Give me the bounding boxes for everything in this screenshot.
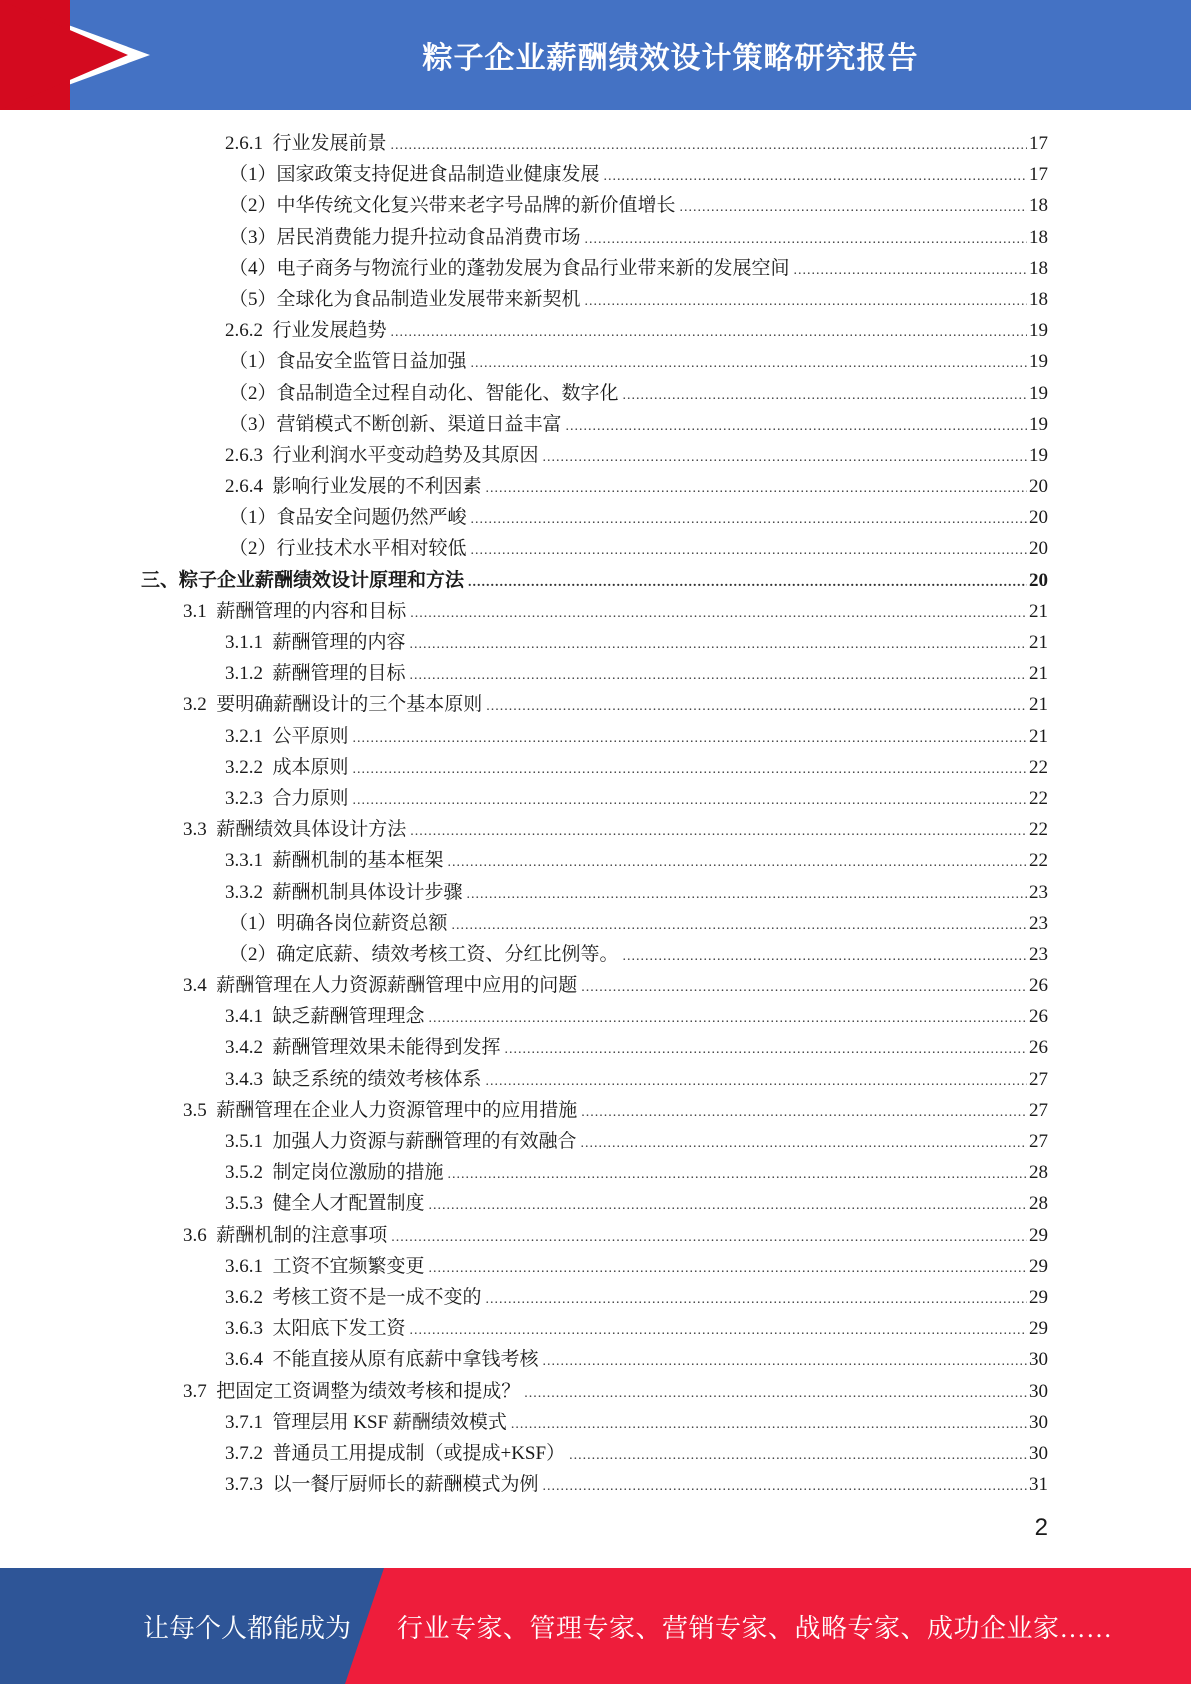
toc-entry[interactable] — [225, 1251, 1048, 1282]
toc-entry[interactable] — [183, 814, 1048, 845]
toc-entry-label: 3.6.4 不能直接从原有底薪中拿钱考核 — [225, 1349, 539, 1371]
toc-entry[interactable] — [225, 721, 1048, 752]
toc-leader-dots — [353, 723, 1027, 754]
toc-entry-page: 19 — [1029, 413, 1048, 435]
toc-entry-label: 3.5.2 制定岗位激励的措施 — [225, 1162, 444, 1184]
toc-entry-label: （3）居民消费能力提升拉动食品消费市场 — [229, 226, 581, 248]
toc-entry[interactable] — [225, 1032, 1048, 1063]
toc-leader-dots — [468, 567, 1027, 598]
toc-leader-dots — [429, 1253, 1027, 1284]
toc-leader-dots — [448, 847, 1027, 878]
toc-leader-dots — [794, 255, 1027, 286]
toc-leader-dots — [585, 224, 1027, 255]
toc-entry-label: 3.4 薪酬管理在人力资源薪酬管理中应用的问题 — [183, 975, 578, 997]
toc-entry-label: 3.2.1 公平原则 — [225, 725, 349, 747]
toc-entry[interactable] — [229, 222, 1048, 253]
toc-entry-page: 27 — [1029, 1068, 1048, 1090]
toc-entry-label: 3.7.2 普通员工用提成制（或提成+KSF） — [225, 1442, 566, 1464]
toc-entry[interactable] — [229, 533, 1048, 564]
toc-entry-label: 3.5.1 加强人力资源与薪酬管理的有效融合 — [225, 1131, 577, 1152]
toc-entry-page: 18 — [1029, 257, 1048, 279]
toc-entry-label: 3.6.1 工资不宜频繁变更 — [225, 1255, 425, 1277]
toc-entry[interactable] — [225, 1282, 1048, 1313]
toc-leader-dots — [604, 161, 1027, 192]
toc-entry-page: 19 — [1029, 351, 1048, 373]
toc-entry[interactable] — [225, 752, 1048, 783]
toc-leader-dots — [505, 1034, 1027, 1065]
toc-entry[interactable] — [229, 939, 1048, 970]
toc-entry[interactable] — [229, 346, 1048, 377]
toc-entry[interactable] — [141, 565, 1048, 596]
toc-leader-dots — [410, 598, 1027, 629]
toc-entry-page: 19 — [1029, 444, 1048, 466]
toc-leader-dots — [410, 1315, 1027, 1346]
toc-leader-dots — [448, 1159, 1027, 1190]
toc-entry-label: 2.6.2 行业发展趋势 — [225, 320, 387, 342]
toc-entry[interactable] — [225, 1188, 1048, 1219]
document-title: 粽子企业薪酬绩效设计策略研究报告 — [422, 41, 919, 76]
toc-entry[interactable] — [225, 1126, 1048, 1157]
toc-entry-label: 3.2.3 合力原则 — [225, 787, 349, 809]
toc-entry-page: 22 — [1029, 787, 1048, 809]
toc-entry-label: 2.6.3 行业利润水平变动趋势及其原因 — [225, 444, 539, 466]
toc-leader-dots — [524, 1378, 1027, 1409]
toc-entry[interactable] — [225, 1438, 1048, 1469]
toc-entry-page: 23 — [1029, 881, 1048, 903]
toc-entry[interactable] — [183, 1095, 1048, 1126]
toc-entry-label: （2）行业技术水平相对较低 — [229, 538, 467, 560]
toc-entry-page: 29 — [1029, 1255, 1048, 1277]
page-header — [0, 0, 1191, 110]
toc-entry[interactable] — [229, 502, 1048, 533]
toc-entry-label: 3.1.2 薪酬管理的目标 — [225, 663, 406, 685]
header-red-chevron — [0, 0, 128, 110]
toc-entry-page: 28 — [1029, 1162, 1048, 1184]
toc-leader-dots — [680, 192, 1027, 223]
toc-entry-page: 21 — [1029, 600, 1048, 622]
toc-entry-page: 20 — [1029, 538, 1048, 560]
toc-entry[interactable] — [225, 1157, 1048, 1188]
toc-entry-label: 三、粽子企业薪酬绩效设计原理和方法 — [141, 569, 465, 591]
toc-entry[interactable] — [183, 1376, 1048, 1407]
toc-leader-dots — [486, 1284, 1027, 1315]
toc-entry[interactable] — [225, 1001, 1048, 1032]
toc-entry-label: 3.1 薪酬管理的内容和目标 — [183, 600, 407, 622]
toc-entry-page: 21 — [1029, 725, 1048, 747]
toc-leader-dots — [429, 1190, 1027, 1221]
toc-entry-page: 26 — [1029, 1006, 1048, 1028]
toc-entry-label: （1）国家政策支持促进食品制造业健康发展 — [229, 164, 600, 186]
toc-entry-label: （2）食品制造全过程自动化、智能化、数字化 — [229, 382, 619, 404]
toc-entry-label: （3）营销模式不断创新、渠道日益丰富 — [229, 413, 562, 435]
toc-entry[interactable] — [225, 658, 1048, 689]
toc-entry[interactable] — [225, 1064, 1048, 1095]
toc-leader-dots — [467, 879, 1027, 910]
toc-entry[interactable] — [225, 1469, 1048, 1500]
toc-entry-label: 3.6.3 太阳底下发工资 — [225, 1318, 406, 1340]
toc-entry-page: 23 — [1029, 943, 1048, 965]
toc-leader-dots — [569, 1440, 1027, 1471]
toc-leader-dots — [410, 629, 1027, 660]
toc-leader-dots — [623, 941, 1027, 972]
toc-leader-dots — [543, 1471, 1027, 1502]
toc-entry-page: 31 — [1029, 1474, 1048, 1496]
toc-entry[interactable] — [229, 409, 1048, 440]
toc-leader-dots — [391, 1222, 1027, 1253]
toc-entry[interactable] — [225, 627, 1048, 658]
toc-entry[interactable] — [229, 284, 1048, 315]
toc-entry[interactable] — [229, 378, 1048, 409]
toc-entry-label: 3.2 要明确薪酬设计的三个基本原则 — [183, 694, 483, 716]
toc-entry-page: 18 — [1029, 288, 1048, 310]
toc-leader-dots — [486, 1066, 1027, 1097]
toc-leader-dots — [581, 972, 1027, 1003]
toc-entry-label: 3.6 薪酬机制的注意事项 — [183, 1224, 388, 1246]
toc-entry-page: 22 — [1029, 819, 1048, 841]
toc-entry[interactable] — [183, 596, 1048, 627]
toc-entry-label: 3.3.2 薪酬机制具体设计步骤 — [225, 881, 463, 903]
toc-entry-label: （2）中华传统文化复兴带来老字号品牌的新价值增长 — [229, 195, 676, 217]
toc-entry-label: 3.7.3 以一餐厅厨师长的薪酬模式为例 — [225, 1474, 539, 1496]
toc-entry[interactable] — [229, 253, 1048, 284]
toc-leader-dots — [353, 754, 1027, 785]
toc-entry-page: 17 — [1029, 133, 1048, 154]
toc-entry[interactable] — [225, 315, 1048, 346]
toc-entry[interactable] — [225, 1313, 1048, 1344]
toc-leader-dots — [410, 816, 1027, 847]
toc-entry-page: 23 — [1029, 912, 1048, 934]
toc-entry-label: （4）电子商务与物流行业的蓬勃发展为食品行业带来新的发展空间 — [229, 257, 790, 279]
toc-entry-label: 3.4.3 缺乏系统的绩效考核体系 — [225, 1068, 482, 1090]
toc-entry-label: 3.5 薪酬管理在企业人力资源管理中的应用措施 — [183, 1099, 578, 1121]
toc-entry[interactable] — [225, 471, 1048, 502]
toc-entry[interactable] — [225, 1344, 1048, 1375]
toc-entry-page: 20 — [1029, 569, 1048, 591]
toc-leader-dots — [511, 1409, 1027, 1440]
toc-entry-page: 26 — [1029, 1037, 1048, 1059]
toc-leader-dots — [623, 380, 1027, 411]
toc-entry-page: 18 — [1029, 195, 1048, 217]
toc-entry-page: 29 — [1029, 1318, 1048, 1340]
toc-entry-page: 27 — [1029, 1131, 1048, 1152]
toc-entry-page: 18 — [1029, 226, 1048, 248]
toc-leader-dots — [543, 1346, 1027, 1377]
toc-entry-label: 2.6.1 行业发展前景 — [225, 133, 387, 154]
toc-entry-label: 3.5.3 健全人才配置制度 — [225, 1193, 425, 1215]
toc-leader-dots — [429, 1003, 1027, 1034]
toc-entry-page: 21 — [1029, 663, 1048, 685]
toc-entry-label: （1）食品安全监管日益加强 — [229, 351, 467, 373]
toc-leader-dots — [471, 348, 1027, 379]
toc-leader-dots — [486, 473, 1027, 504]
toc-entry-page: 30 — [1029, 1380, 1048, 1402]
toc-entry-page: 30 — [1029, 1349, 1048, 1371]
toc-leader-dots — [585, 286, 1027, 317]
toc-entry-label: （1）明确各岗位薪资总额 — [229, 912, 448, 934]
toc-leader-dots — [353, 785, 1027, 816]
toc-entry[interactable] — [225, 128, 1048, 159]
toc-entry[interactable] — [183, 689, 1048, 720]
toc-entry-label: 2.6.4 影响行业发展的不利因素 — [225, 476, 482, 498]
toc-entry-page: 29 — [1029, 1286, 1048, 1308]
toc-entry-label: 3.7.1 管理层用 KSF 薪酬绩效模式 — [225, 1411, 507, 1433]
toc-leader-dots — [391, 130, 1027, 161]
toc-entry-label: （1）食品安全问题仍然严峻 — [229, 507, 467, 529]
toc-entry[interactable] — [225, 1407, 1048, 1438]
toc-entry[interactable] — [183, 970, 1048, 1001]
toc-entry-label: 3.7 把固定工资调整为绩效考核和提成？ — [183, 1380, 521, 1402]
toc-entry-page: 17 — [1029, 164, 1048, 186]
toc-entry-label: 3.1.1 薪酬管理的内容 — [225, 632, 406, 653]
toc-entry[interactable] — [225, 783, 1048, 814]
toc-leader-dots — [486, 691, 1027, 722]
toc-leader-dots — [543, 442, 1027, 473]
toc-entry-label: （5）全球化为食品制造业发展带来新契机 — [229, 288, 581, 310]
toc-leader-dots — [471, 535, 1027, 566]
table-of-contents — [0, 128, 1191, 1500]
toc-leader-dots — [391, 317, 1027, 348]
footer-slogan-left: 让每个人都能成为 — [143, 1613, 352, 1643]
toc-entry[interactable] — [225, 877, 1048, 908]
toc-entry[interactable] — [229, 190, 1048, 221]
toc-leader-dots — [581, 1097, 1027, 1128]
page-number: 2 — [1034, 1514, 1048, 1541]
toc-entry-page: 19 — [1029, 382, 1048, 404]
page-footer — [0, 1568, 1191, 1684]
toc-leader-dots — [452, 910, 1027, 941]
toc-entry-page: 20 — [1029, 476, 1048, 498]
toc-entry-label: （2）确定底薪、绩效考核工资、分红比例等。 — [229, 943, 619, 965]
toc-entry-page: 22 — [1029, 850, 1048, 872]
toc-entry-page: 21 — [1029, 694, 1048, 716]
toc-entry[interactable] — [225, 845, 1048, 876]
toc-entry-label: 3.3.1 薪酬机制的基本框架 — [225, 850, 444, 872]
toc-entry-page: 30 — [1029, 1442, 1048, 1464]
toc-entry-page: 29 — [1029, 1224, 1048, 1246]
toc-entry-label: 3.4.2 薪酬管理效果未能得到发挥 — [225, 1037, 501, 1059]
toc-entry-label: 3.3 薪酬绩效具体设计方法 — [183, 819, 407, 841]
toc-entry-page: 20 — [1029, 507, 1048, 529]
toc-entry-label: 3.2.2 成本原则 — [225, 756, 349, 778]
toc-entry-page: 19 — [1029, 320, 1048, 342]
toc-entry-page: 28 — [1029, 1193, 1048, 1215]
toc-leader-dots — [566, 411, 1027, 442]
toc-leader-dots — [471, 504, 1027, 535]
toc-entry-page: 21 — [1029, 632, 1048, 653]
toc-leader-dots — [581, 1128, 1027, 1159]
toc-entry-page: 30 — [1029, 1411, 1048, 1433]
toc-leader-dots — [410, 660, 1027, 691]
toc-entry[interactable] — [229, 908, 1048, 939]
toc-entry[interactable] — [183, 1220, 1048, 1251]
toc-entry[interactable] — [225, 440, 1048, 471]
toc-entry-page: 22 — [1029, 756, 1048, 778]
toc-entry-page: 26 — [1029, 975, 1048, 997]
toc-entry-label: 3.6.2 考核工资不是一成不变的 — [225, 1286, 482, 1308]
toc-entry[interactable] — [229, 159, 1048, 190]
toc-entry-page: 27 — [1029, 1099, 1048, 1121]
footer-slogan-right: 行业专家、管理专家、营销专家、战略专家、成功企业家…… — [397, 1613, 1113, 1643]
toc-entry-label: 3.4.1 缺乏薪酬管理理念 — [225, 1006, 425, 1028]
